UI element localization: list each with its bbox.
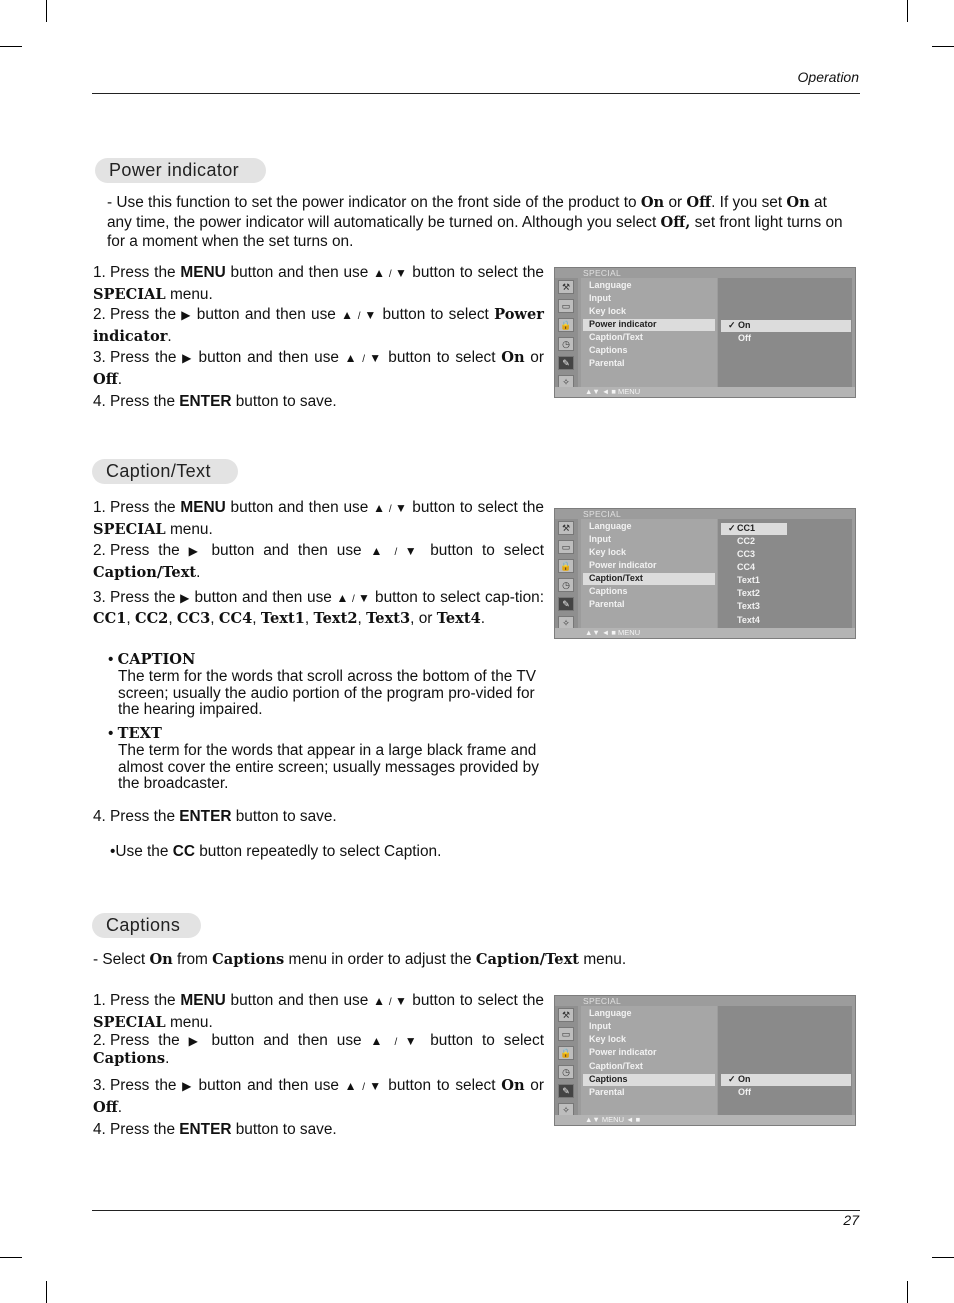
power-intro — [93, 193, 855, 252]
text-run: . — [165, 1049, 170, 1067]
osd-item-caption-text[interactable]: Caption/Text — [589, 1061, 643, 1071]
text-run: , — [168, 610, 177, 628]
text-run: button to save. — [231, 808, 337, 825]
text-run: Text4 — [436, 610, 481, 628]
text-run: or — [664, 194, 687, 211]
text-run: SPECIAL — [93, 1013, 166, 1031]
text-run: ▼ — [364, 308, 378, 322]
osd-item-language[interactable]: Language — [589, 280, 632, 290]
osd-nav-hint: ▲▼ ◄ ■ MENU — [585, 628, 641, 637]
osd-tool-icon: ⚒ — [558, 521, 574, 535]
osd-item-language[interactable]: Language — [589, 1008, 632, 1018]
text-run: , — [252, 610, 261, 628]
text-run: On — [786, 194, 810, 211]
text-run: CC — [172, 843, 195, 860]
text-term: TEXT — [117, 725, 162, 742]
text-run: - Use this function to set the power indicator on the front side of the product to — [107, 194, 641, 211]
osd-option-on[interactable]: On — [738, 1074, 751, 1084]
osd-value-panel — [718, 1006, 852, 1115]
section-title-caption-text: Caption/Text — [92, 459, 238, 484]
power-step-2: 2. Press the ▶ button and then use ▲ / ▼ button to select Power indicator. — [93, 306, 544, 345]
osd-item-captions[interactable]: Captions — [589, 586, 628, 596]
caption-definition: • CAPTION The term for the words that scroll across the bottom of the TV screen; usually the audio portion of the program pro-vided for the hearing impaired. — [108, 652, 548, 719]
text-run: Captions — [212, 951, 285, 968]
osd-item-key-lock[interactable]: Key lock — [589, 1034, 627, 1044]
captions-step-1: 1. Press the MENU button and then use ▲ / ▼ button to select the SPECIAL menu. — [93, 992, 544, 1031]
captions-step-4: 4. Press the ENTER button to save. — [93, 1121, 337, 1138]
text-run: , — [210, 610, 219, 628]
osd-item-caption-text[interactable]: Caption/Text — [589, 332, 643, 342]
crop-mark — [932, 1257, 954, 1258]
text-run: Off — [686, 194, 712, 211]
osd-menu-captions — [554, 995, 856, 1126]
osd-screen-icon: ▭ — [558, 540, 574, 554]
text-run: Off — [93, 370, 118, 388]
captions-step-3: 3. Press the ▶ button and then use ▲ / ▼ button to select On or Off. — [93, 1077, 544, 1116]
text-run: button to select — [377, 306, 495, 323]
osd-item-key-lock[interactable]: Key lock — [589, 306, 627, 316]
osd-title: SPECIAL — [583, 509, 622, 519]
osd-tool2-icon: ✧ — [558, 616, 574, 630]
osd-option-text3[interactable]: Text3 — [737, 601, 760, 611]
text-run: On — [149, 951, 173, 968]
osd-nav-hint: ▲▼ MENU ◄ ■ — [585, 1115, 641, 1124]
crop-mark — [907, 1281, 908, 1303]
text-definition-text: The term for the words that appear in a large black frame and almost cover the entire screen; usually messages provided by the broadcaster. — [118, 741, 539, 793]
text-run: menu in order to adjust the — [284, 951, 476, 968]
text-run: at any time, the power indicator will automatically be turned on. Although you select — [107, 194, 827, 231]
osd-item-input[interactable]: Input — [589, 1021, 611, 1031]
text-run: , — [304, 610, 314, 628]
osd-item-input[interactable]: Input — [589, 534, 611, 544]
text-run: ▲ — [336, 591, 349, 605]
text-run: MENU — [180, 264, 226, 281]
osd-item-input[interactable]: Input — [589, 293, 611, 303]
text-run: or — [524, 1077, 544, 1094]
text-run: Press the — [110, 1121, 180, 1138]
text-run: CC2 — [134, 610, 169, 628]
text-run: . — [117, 1098, 122, 1116]
text-run: Off — [93, 1098, 118, 1116]
text-run: / — [387, 547, 405, 558]
crop-mark — [46, 0, 47, 22]
text-run: ENTER — [179, 808, 232, 825]
text-run: / — [387, 1037, 405, 1048]
text-run: / — [358, 354, 370, 365]
text-run: ▶ — [182, 351, 193, 365]
text-run: On — [501, 349, 525, 366]
text-run: ▼ — [369, 351, 383, 365]
osd-check-icon: ✓ — [728, 523, 736, 533]
text-run: . — [196, 563, 201, 581]
text-run: menu. — [165, 1013, 213, 1031]
osd-special-icon: ✎ — [558, 1084, 574, 1098]
text-run: from — [172, 951, 213, 968]
osd-item-captions[interactable]: Captions — [589, 1074, 628, 1084]
osd-screen-icon: ▭ — [558, 1027, 574, 1041]
osd-item-key-lock[interactable]: Key lock — [589, 547, 627, 557]
crop-mark — [907, 0, 908, 22]
text-definition: • TEXT The term for the words that appear in a large black frame and almost cover the entire screen; usually messages provided by the broadcaster. — [108, 726, 548, 793]
power-step-1: 1. Press the MENU button and then use ▲ / ▼ button to select the SPECIAL menu. — [93, 264, 544, 303]
text-run: ▼ — [404, 1034, 422, 1048]
text-run: ▲ — [373, 501, 386, 515]
text-run: , — [357, 610, 367, 628]
text-run: Press the — [110, 992, 181, 1009]
text-run: Press the — [110, 393, 180, 410]
osd-lock-icon: 🔒 — [558, 1046, 574, 1060]
osd-tool2-icon: ✧ — [558, 1103, 574, 1117]
text-run: . — [117, 370, 122, 388]
osd-special-icon: ✎ — [558, 597, 574, 611]
text-run: ▲ — [370, 544, 388, 558]
text-run: button to select the — [407, 264, 544, 281]
text-run: button to select — [382, 1077, 502, 1094]
text-run: ▲ — [344, 1079, 358, 1093]
osd-check-icon: ✓ — [728, 1074, 736, 1084]
osd-icon-column — [555, 278, 578, 387]
osd-clock-icon: ◷ — [558, 578, 574, 592]
osd-option-text1[interactable]: Text1 — [737, 575, 760, 585]
osd-item-parental[interactable]: Parental — [589, 599, 625, 609]
osd-item-caption-text[interactable]: Caption/Text — [589, 573, 643, 583]
text-run: ENTER — [179, 1121, 232, 1138]
text-run: ▲ — [344, 351, 358, 365]
text-run: button to select — [421, 1032, 544, 1049]
osd-icon-column — [555, 1006, 578, 1115]
text-run: ▼ — [404, 544, 422, 558]
text-run: / — [385, 997, 396, 1008]
text-run: . If you set — [711, 194, 787, 211]
caption-step-1: 1. Press the MENU button and then use ▲ / ▼ button to select the SPECIAL menu. — [93, 499, 544, 538]
text-run: menu. — [579, 951, 627, 968]
caption-step-4: 4. Press the ENTER button to save. — [93, 808, 337, 825]
text-run: . — [480, 610, 486, 628]
text-run: Captions — [93, 1049, 166, 1067]
osd-option-cc2[interactable]: CC2 — [737, 536, 756, 546]
text-run: . — [167, 327, 172, 345]
text-run: CC1 — [93, 610, 127, 628]
osd-item-power-indicator[interactable]: Power indicator — [589, 319, 657, 329]
text-run: Press the — [110, 349, 183, 366]
text-run: button and then use — [225, 264, 374, 281]
text-run: Press the — [110, 306, 182, 323]
osd-item-parental[interactable]: Parental — [589, 1087, 625, 1097]
text-run: button and then use — [202, 1032, 371, 1049]
text-run: ▲ — [341, 308, 354, 322]
osd-lock-icon: 🔒 — [558, 559, 574, 573]
text-run: / — [348, 594, 359, 605]
text-run: button repeatedly to select Caption. — [194, 843, 442, 860]
osd-special-icon: ✎ — [558, 356, 574, 370]
text-run: ▼ — [395, 994, 408, 1008]
text-run: button to select — [421, 542, 544, 559]
text-run: Press the — [110, 264, 181, 281]
text-run: Press the — [110, 1077, 183, 1094]
osd-option-on[interactable]: On — [738, 320, 751, 330]
osd-option-text2[interactable]: Text2 — [737, 588, 760, 598]
text-run: ▼ — [358, 591, 371, 605]
osd-option-cc3[interactable]: CC3 — [737, 549, 756, 559]
osd-option-text4[interactable]: Text4 — [737, 615, 760, 625]
text-run: button and then use — [225, 499, 374, 516]
text-run: On — [640, 194, 665, 211]
text-run: button and then use — [202, 542, 371, 559]
crop-mark — [0, 1257, 22, 1258]
text-run: ▶ — [181, 308, 192, 322]
osd-tool-icon: ⚒ — [558, 280, 574, 294]
text-run: Press the — [110, 499, 181, 516]
text-run: ▼ — [369, 1079, 383, 1093]
text-run: button and then use — [225, 992, 374, 1009]
text-run: menu. — [165, 520, 213, 538]
footer-rule — [92, 1210, 860, 1211]
text-run: button and then use — [192, 1077, 345, 1094]
osd-title: SPECIAL — [583, 996, 622, 1006]
osd-option-off[interactable]: Off — [738, 333, 751, 343]
text-run: or — [524, 349, 544, 366]
text-run: Text2 — [313, 610, 358, 628]
text-run: button and then use — [192, 349, 345, 366]
text-run: Press the — [110, 542, 189, 559]
osd-menu-power-indicator — [554, 267, 856, 398]
osd-item-power-indicator[interactable]: Power indicator — [589, 1047, 657, 1057]
text-run: Press the — [110, 589, 181, 606]
text-run: - Select — [93, 951, 150, 968]
text-run: ▶ — [188, 544, 203, 558]
osd-option-cc1[interactable]: CC1 — [737, 523, 756, 533]
text-run: button and then use — [191, 306, 342, 323]
osd-item-language[interactable]: Language — [589, 521, 632, 531]
caption-step-2: 2. Press the ▶ button and then use ▲ / ▼ button to select Caption/Text. — [93, 542, 544, 581]
crop-mark — [46, 1281, 47, 1303]
text-run: / — [385, 269, 396, 280]
text-run: CC3 — [176, 610, 211, 628]
osd-clock-icon: ◷ — [558, 1065, 574, 1079]
osd-item-captions[interactable]: Captions — [589, 345, 628, 355]
text-run: button to save. — [231, 1121, 337, 1138]
text-run: set front light turns on for a moment when the set turns on. — [107, 213, 843, 251]
text-run: button to select the — [407, 499, 544, 516]
caption-term: CAPTION — [117, 651, 196, 668]
text-run: SPECIAL — [93, 285, 166, 303]
text-run: CC4 — [218, 610, 253, 628]
header-rule — [92, 93, 860, 94]
text-run: / — [358, 1082, 370, 1093]
text-run: •Use the — [110, 843, 173, 860]
text-run: SPECIAL — [93, 520, 166, 538]
osd-item-power-indicator[interactable]: Power indicator — [589, 560, 657, 570]
power-step-3: 3. Press the ▶ button and then use ▲ / ▼ button to select On or Off. — [93, 349, 544, 388]
text-run: Text3 — [366, 610, 411, 628]
page-number: 27 — [843, 1212, 859, 1228]
osd-tool-icon: ⚒ — [558, 1008, 574, 1022]
caption-definition-text: The term for the words that scroll across the bottom of the TV screen; usually the audio portion of the program pro-vided for the hearing impaired. — [118, 667, 537, 719]
text-run: ▼ — [395, 501, 408, 515]
text-run: , — [126, 610, 135, 628]
text-run: ▲ — [370, 1034, 388, 1048]
text-run: button to save. — [231, 393, 337, 410]
caption-note — [110, 842, 550, 862]
section-header: Operation — [797, 69, 859, 85]
osd-lock-icon: 🔒 — [558, 318, 574, 332]
text-run: Power indicator — [93, 306, 544, 345]
text-run: ▶ — [180, 591, 190, 605]
text-run: ▼ — [395, 266, 408, 280]
text-run: Off, — [660, 213, 691, 231]
crop-mark — [0, 46, 22, 47]
osd-check-icon: ✓ — [728, 320, 736, 330]
text-run: Caption/Text — [475, 951, 580, 968]
osd-screen-icon: ▭ — [558, 299, 574, 313]
osd-option-cc4[interactable]: CC4 — [737, 562, 756, 572]
text-run: ▲ — [373, 266, 386, 280]
text-run: / — [385, 504, 396, 515]
text-run: button to select — [382, 349, 502, 366]
text-run: menu. — [165, 285, 213, 303]
crop-mark — [932, 46, 954, 47]
osd-nav-hint: ▲▼ ◄ ■ MENU — [585, 387, 641, 396]
text-run: MENU — [180, 499, 226, 516]
osd-title: SPECIAL — [583, 268, 622, 278]
section-title-power-indicator: Power indicator — [95, 158, 266, 183]
text-run: Press the — [110, 1032, 189, 1049]
text-run: button and then use — [189, 589, 337, 606]
captions-intro — [93, 950, 855, 970]
power-step-4: 4. Press the ENTER button to save. — [93, 393, 337, 410]
text-run: MENU — [180, 992, 226, 1009]
text-run: Press the — [110, 808, 180, 825]
caption-step-3: 3. Press the ▶ button and then use ▲ / ▼ button to select cap-tion: CC1, CC2, CC3, CC4, Text1, Text2, Text3, or Text4. — [93, 589, 544, 628]
osd-item-parental[interactable]: Parental — [589, 358, 625, 368]
text-run: , or — [410, 610, 437, 628]
text-run: Caption/Text — [93, 563, 197, 581]
text-run: button to select cap-tion: — [370, 589, 544, 606]
text-run: ▶ — [182, 1079, 193, 1093]
text-run: On — [501, 1077, 525, 1094]
captions-step-2: 2. Press the ▶ button and then use ▲ / ▼ button to select Captions. — [93, 1032, 544, 1067]
text-run: Text1 — [260, 610, 305, 628]
osd-menu-caption-text — [554, 508, 856, 639]
osd-tool2-icon: ✧ — [558, 375, 574, 389]
text-run: button to select the — [407, 992, 544, 1009]
text-run: ▶ — [188, 1034, 203, 1048]
text-run: / — [353, 311, 365, 322]
osd-clock-icon: ◷ — [558, 337, 574, 351]
osd-icon-column — [555, 519, 578, 628]
text-run: ▲ — [373, 994, 386, 1008]
text-run: ENTER — [179, 393, 232, 410]
osd-option-off[interactable]: Off — [738, 1087, 751, 1097]
section-title-captions: Captions — [92, 913, 201, 938]
